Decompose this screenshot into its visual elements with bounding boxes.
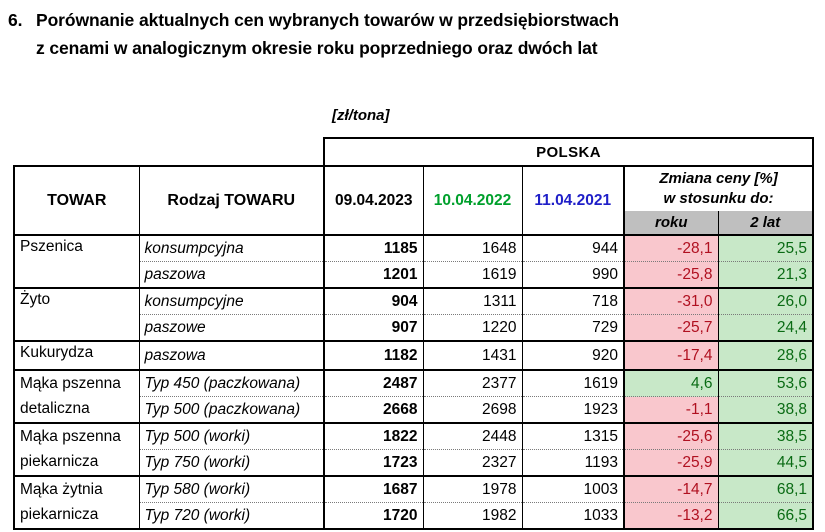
price-2021: 1923 (522, 397, 624, 424)
price-2023: 1687 (324, 476, 423, 503)
row-group-name: Mąka pszenna (14, 370, 139, 397)
region-header-polska: POLSKA (324, 138, 813, 166)
price-2022: 1619 (423, 262, 522, 289)
change-vs-year: -25,9 (624, 450, 718, 477)
row-kind: Typ 580 (worki) (139, 476, 324, 503)
page-title (8, 6, 808, 62)
title-line-2 (8, 34, 808, 62)
price-2023: 2487 (324, 370, 423, 397)
price-2023: 1185 (324, 235, 423, 262)
row-kind: Typ 450 (paczkowana) (139, 370, 324, 397)
change-vs-year: -13,2 (624, 503, 718, 530)
row-kind: konsumpcyjna (139, 235, 324, 262)
table-row (14, 423, 813, 450)
column-header-change-year: roku (624, 211, 718, 235)
change-header-line-1: Zmiana ceny [%] (659, 170, 778, 187)
change-vs-2years: 24,4 (718, 315, 813, 342)
price-2021: 729 (522, 315, 624, 342)
row-kind: paszowe (139, 315, 324, 342)
price-2022: 1220 (423, 315, 522, 342)
column-header-date-2: 10.04.2022 (423, 166, 522, 235)
price-2023: 1723 (324, 450, 423, 477)
change-vs-2years: 38,5 (718, 423, 813, 450)
change-vs-year: -31,0 (624, 288, 718, 315)
table-row (14, 450, 813, 477)
row-group-name: detaliczna (14, 397, 139, 424)
price-2022: 1978 (423, 476, 522, 503)
change-vs-2years: 25,5 (718, 235, 813, 262)
price-2022: 1982 (423, 503, 522, 530)
change-vs-year: -1,1 (624, 397, 718, 424)
table-row (14, 370, 813, 397)
change-vs-year: -25,7 (624, 315, 718, 342)
price-2023: 1720 (324, 503, 423, 530)
price-2021: 1619 (522, 370, 624, 397)
price-2021: 920 (522, 341, 624, 370)
change-vs-year: -17,4 (624, 341, 718, 370)
title-text-line-1: Porównanie aktualnych cen wybranych towarów w przedsiębiorstwach (36, 10, 619, 30)
price-comparison-table-wrapper (13, 137, 812, 530)
row-group-name: piekarnicza (14, 450, 139, 477)
column-header-change (624, 166, 813, 211)
row-group-name: piekarnicza (14, 503, 139, 530)
change-vs-2years: 38,8 (718, 397, 813, 424)
change-vs-year: -25,6 (624, 423, 718, 450)
region-header-row (14, 138, 813, 166)
price-2022: 2698 (423, 397, 522, 424)
price-2023: 1182 (324, 341, 423, 370)
row-group-name: Żyto (14, 288, 139, 341)
change-vs-2years: 53,6 (718, 370, 813, 397)
table-row (14, 235, 813, 262)
column-header-rodzaj: Rodzaj TOWARU (139, 166, 324, 235)
change-vs-year: -25,8 (624, 262, 718, 289)
change-header-line-2: w stosunku do: (663, 190, 774, 207)
price-comparison-table (13, 137, 814, 530)
column-header-towar: TOWAR (14, 166, 139, 235)
change-vs-2years: 26,0 (718, 288, 813, 315)
row-kind: paszowa (139, 341, 324, 370)
spacer-cell-towar (14, 138, 139, 166)
price-2022: 1311 (423, 288, 522, 315)
price-2023: 1201 (324, 262, 423, 289)
row-group-name: Kukurydza (14, 341, 139, 370)
price-2023: 2668 (324, 397, 423, 424)
spacer-cell-rodzaj (139, 138, 324, 166)
price-2021: 1033 (522, 503, 624, 530)
row-kind: paszowa (139, 262, 324, 289)
price-2021: 1003 (522, 476, 624, 503)
row-kind: konsumpcyjne (139, 288, 324, 315)
row-group-name: Mąka pszenna (14, 423, 139, 450)
table-row (14, 503, 813, 530)
change-vs-year: -28,1 (624, 235, 718, 262)
price-2021: 1193 (522, 450, 624, 477)
price-2021: 944 (522, 235, 624, 262)
table-row (14, 288, 813, 315)
price-2022: 2448 (423, 423, 522, 450)
change-vs-2years: 28,6 (718, 341, 813, 370)
change-vs-2years: 68,1 (718, 476, 813, 503)
price-2023: 904 (324, 288, 423, 315)
table-row (14, 341, 813, 370)
change-vs-year: -14,7 (624, 476, 718, 503)
column-header-change-2years: 2 lat (718, 211, 813, 235)
change-vs-2years: 66,5 (718, 503, 813, 530)
row-group-name: Mąka żytnia (14, 476, 139, 503)
row-group-name: Pszenica (14, 235, 139, 288)
price-2022: 2377 (423, 370, 522, 397)
price-2023: 1822 (324, 423, 423, 450)
change-vs-2years: 44,5 (718, 450, 813, 477)
column-header-date-3: 11.04.2021 (522, 166, 624, 235)
title-text-line-2: z cenami w analogicznym okresie roku poprzedniego oraz dwóch lat (36, 38, 598, 58)
price-2022: 1431 (423, 341, 522, 370)
row-kind: Typ 500 (worki) (139, 423, 324, 450)
price-2023: 907 (324, 315, 423, 342)
price-2021: 718 (522, 288, 624, 315)
price-2021: 1315 (522, 423, 624, 450)
price-2022: 1648 (423, 235, 522, 262)
title-number: 6. (8, 10, 23, 30)
unit-caption: [zł/tona] (332, 107, 390, 124)
row-kind: Typ 500 (paczkowana) (139, 397, 324, 424)
change-vs-2years: 21,3 (718, 262, 813, 289)
table-row (14, 476, 813, 503)
title-line-1 (8, 6, 808, 34)
price-2021: 990 (522, 262, 624, 289)
table-row (14, 397, 813, 424)
change-vs-year: 4,6 (624, 370, 718, 397)
price-2022: 2327 (423, 450, 522, 477)
column-header-date-1: 09.04.2023 (324, 166, 423, 235)
row-kind: Typ 720 (worki) (139, 503, 324, 530)
table-header-row (14, 166, 813, 211)
row-kind: Typ 750 (worki) (139, 450, 324, 477)
